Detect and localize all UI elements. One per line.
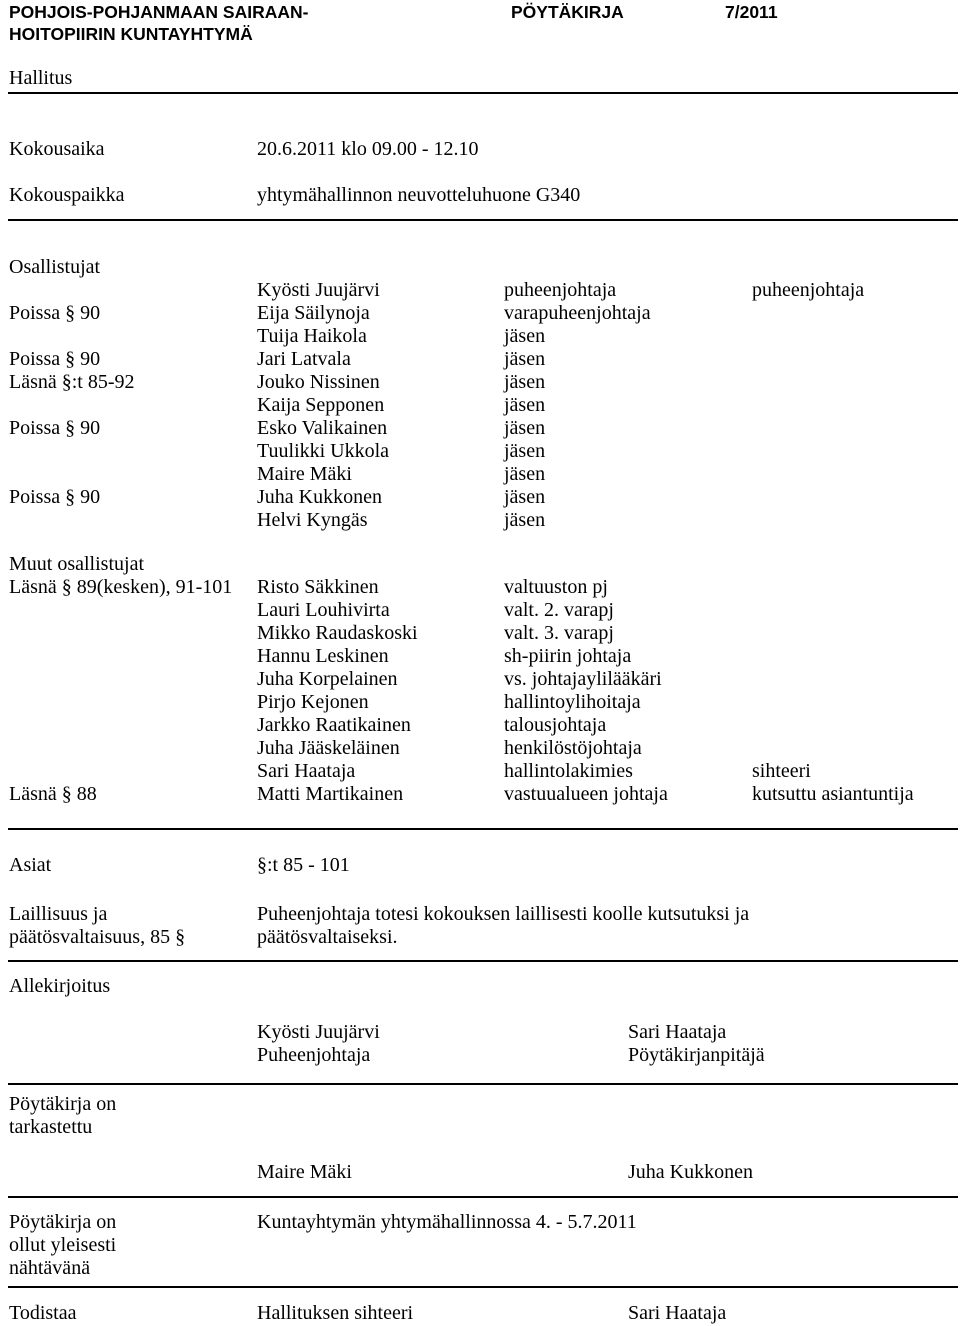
document-type: PÖYTÄKIRJA (511, 2, 624, 22)
participant-note: Poissa § 90 (9, 348, 101, 370)
participant-note: Poissa § 90 (9, 302, 101, 324)
document-number: 7/2011 (725, 2, 778, 22)
legality-text-line2: päätösvaltaiseksi. (257, 926, 398, 948)
signature-label: Allekirjoitus (9, 975, 111, 997)
participant-name: Jarkko Raatikainen (257, 714, 411, 736)
participant-name: Hannu Leskinen (257, 645, 389, 667)
participant-note: Poissa § 90 (9, 486, 101, 508)
participants-label: Osallistujat (9, 256, 101, 278)
participant-name: Tuulikki Ukkola (257, 440, 390, 462)
participant-role: jäsen (504, 440, 546, 462)
meeting-place-label: Kokouspaikka (9, 184, 125, 206)
body-name: Hallitus (9, 67, 73, 89)
review-label-line1: Pöytäkirja on (9, 1093, 117, 1115)
meeting-place-value: yhtymähallinnon neuvotteluhuone G340 (257, 184, 581, 206)
participant-name: Jouko Nissinen (257, 371, 380, 393)
participant-role: sh-piirin johtaja (504, 645, 632, 667)
review-label-line2: tarkastettu (9, 1116, 93, 1138)
participant-role: valt. 3. varapj (504, 622, 614, 644)
participants-divider (8, 828, 958, 830)
participant-role: vastuualueen johtaja (504, 783, 668, 805)
meeting-time-value: 20.6.2011 klo 09.00 - 12.10 (257, 138, 479, 160)
participant-name: Pirjo Kejonen (257, 691, 369, 713)
reviewer-1-name: Maire Mäki (257, 1161, 352, 1183)
participant-role: jäsen (504, 394, 546, 416)
participant-role: talousjohtaja (504, 714, 607, 736)
participant-name: Maire Mäki (257, 463, 352, 485)
review-divider (8, 1196, 958, 1198)
chair-title: Puheenjohtaja (257, 1044, 371, 1066)
participant-role: jäsen (504, 417, 546, 439)
participant-extra: puheenjohtaja (752, 279, 865, 301)
agenda-label: Asiat (9, 854, 52, 876)
participant-role: jäsen (504, 486, 546, 508)
participant-name: Juha Kukkonen (257, 486, 382, 508)
public-display-label-line1: Pöytäkirja on (9, 1211, 117, 1233)
participant-role: puheenjohtaja (504, 279, 617, 301)
public-display-label-line3: nähtävänä (9, 1257, 91, 1279)
participant-role: valt. 2. varapj (504, 599, 614, 621)
legality-label-line2: päätösvaltaisuus, 85 § (9, 926, 186, 948)
participant-note: Läsnä §:t 85-92 (9, 371, 135, 393)
participant-name: Matti Martikainen (257, 783, 404, 805)
legality-label-line1: Laillisuus ja (9, 903, 108, 925)
participant-role: henkilöstöjohtaja (504, 737, 642, 759)
participant-note: Poissa § 90 (9, 417, 101, 439)
legality-divider (8, 960, 958, 962)
public-display-text: Kuntayhtymän yhtymähallinnossa 4. - 5.7.2011 (257, 1211, 637, 1233)
certification-label: Todistaa (9, 1302, 77, 1324)
participant-note: Läsnä § 88 (9, 783, 97, 805)
certification-title: Hallituksen sihteeri (257, 1302, 414, 1324)
participant-name: Risto Säkkinen (257, 576, 379, 598)
meeting-divider (8, 219, 958, 221)
participant-name: Juha Korpelainen (257, 668, 398, 690)
header-divider (8, 92, 958, 94)
participant-name: Eija Säilynoja (257, 302, 370, 324)
participant-name: Kaija Sepponen (257, 394, 385, 416)
signature-divider (8, 1083, 958, 1085)
participant-role: jäsen (504, 371, 546, 393)
participant-name: Kyösti Juujärvi (257, 279, 380, 301)
agenda-value: §:t 85 - 101 (257, 854, 350, 876)
participant-role: jäsen (504, 348, 546, 370)
participant-role: hallintolakimies (504, 760, 633, 782)
participant-name: Sari Haataja (257, 760, 356, 782)
org-name-line1: POHJOIS-POHJANMAAN SAIRAAN- (9, 2, 309, 22)
participant-name: Jari Latvala (257, 348, 351, 370)
certification-name: Sari Haataja (628, 1302, 727, 1324)
public-display-label-line2: ollut yleisesti (9, 1234, 117, 1256)
participant-name: Lauri Louhivirta (257, 599, 390, 621)
meeting-time-label: Kokousaika (9, 138, 105, 160)
participant-role: jäsen (504, 325, 546, 347)
participant-role: vs. johtajaylilääkäri (504, 668, 662, 690)
reviewer-2-name: Juha Kukkonen (628, 1161, 753, 1183)
participant-role: jäsen (504, 463, 546, 485)
participant-role: valtuuston pj (504, 576, 608, 598)
chair-name: Kyösti Juujärvi (257, 1021, 380, 1043)
participant-name: Juha Jääskeläinen (257, 737, 400, 759)
other-participants-label: Muut osallistujat (9, 553, 144, 575)
participant-name: Esko Valikainen (257, 417, 388, 439)
participant-name: Mikko Raudaskoski (257, 622, 418, 644)
participant-extra: kutsuttu asiantuntija (752, 783, 914, 805)
participant-note: Läsnä § 89(kesken), 91-101 (9, 576, 233, 598)
participant-role: jäsen (504, 509, 546, 531)
secretary-title: Pöytäkirjanpitäjä (628, 1044, 765, 1066)
participant-name: Helvi Kyngäs (257, 509, 368, 531)
secretary-name: Sari Haataja (628, 1021, 727, 1043)
participant-name: Tuija Haikola (257, 325, 367, 347)
participant-role: varapuheenjohtaja (504, 302, 651, 324)
org-name-line2: HOITOPIIRIN KUNTAYHTYMÄ (9, 24, 253, 44)
public-display-divider (8, 1286, 958, 1288)
participant-role: hallintoylihoitaja (504, 691, 641, 713)
participant-extra: sihteeri (752, 760, 811, 782)
legality-text-line1: Puheenjohtaja totesi kokouksen laillisesti koolle kutsutuksi ja (257, 903, 750, 925)
